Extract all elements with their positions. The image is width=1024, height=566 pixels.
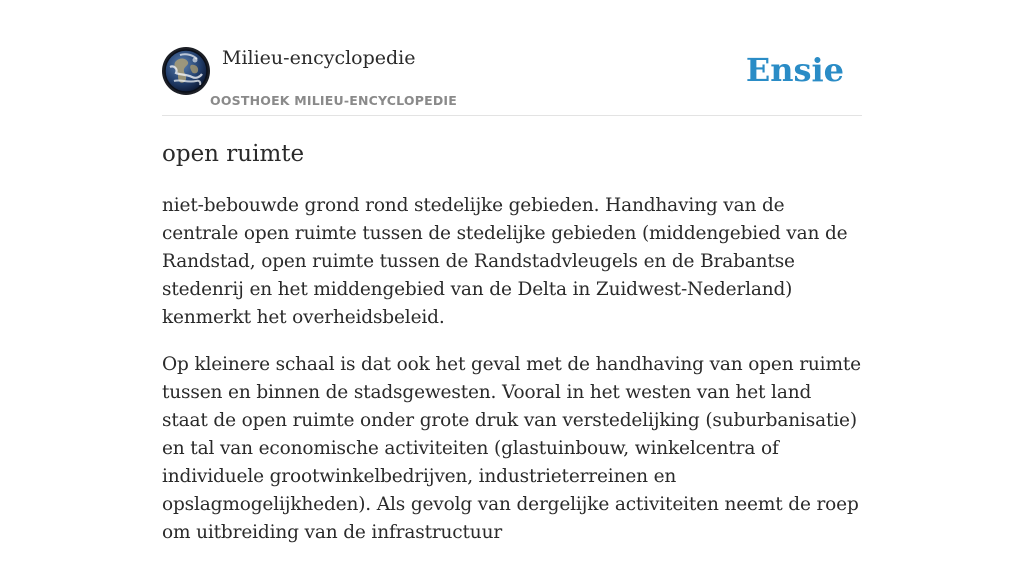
earth-globe-image: [162, 47, 210, 95]
earth-globe-icon[interactable]: [162, 47, 210, 95]
header: [162, 0, 862, 116]
paragraph: niet-bebouwde grond rond stedelijke gebieden. Handhaving van de centrale open ruimte tussen de stedelijke gebieden (middengebied van de Randstad, open ruimte tussen de Randstadvleugels en de Brabantse stedenrij en het middengebied van de Delta in Zuidwest-Nederland) kenmerkt het overheidsbeleid.: [162, 195, 848, 328]
entry-content: [162, 192, 862, 566]
site-subtitle[interactable]: OOSTHOEK MILIEU-ENCYCLOPEDIE: [210, 93, 457, 108]
paragraph: Op kleinere schaal is dat ook het geval met de handhaving van open ruimte tussen en binnen de stadsgewesten. Vooral in het westen van het land staat de open ruimte onder grote druk van verstedelijking (suburbanisatie) en tal van economische activiteiten (glastuinbouw, winkelcentra of individuele grootwinkelbedrijven, industrieterreinen en opslagmogelijkheden). Als gevolg van dergelijke activiteiten neemt de roep om uitbreiding van de infrastructuur: [162, 354, 861, 543]
entry-title: open ruimte: [162, 141, 305, 167]
site-title[interactable]: Milieu-encyclopedie: [222, 47, 416, 69]
brand-logo[interactable]: Ensie: [745, 51, 844, 89]
page: [162, 0, 862, 543]
